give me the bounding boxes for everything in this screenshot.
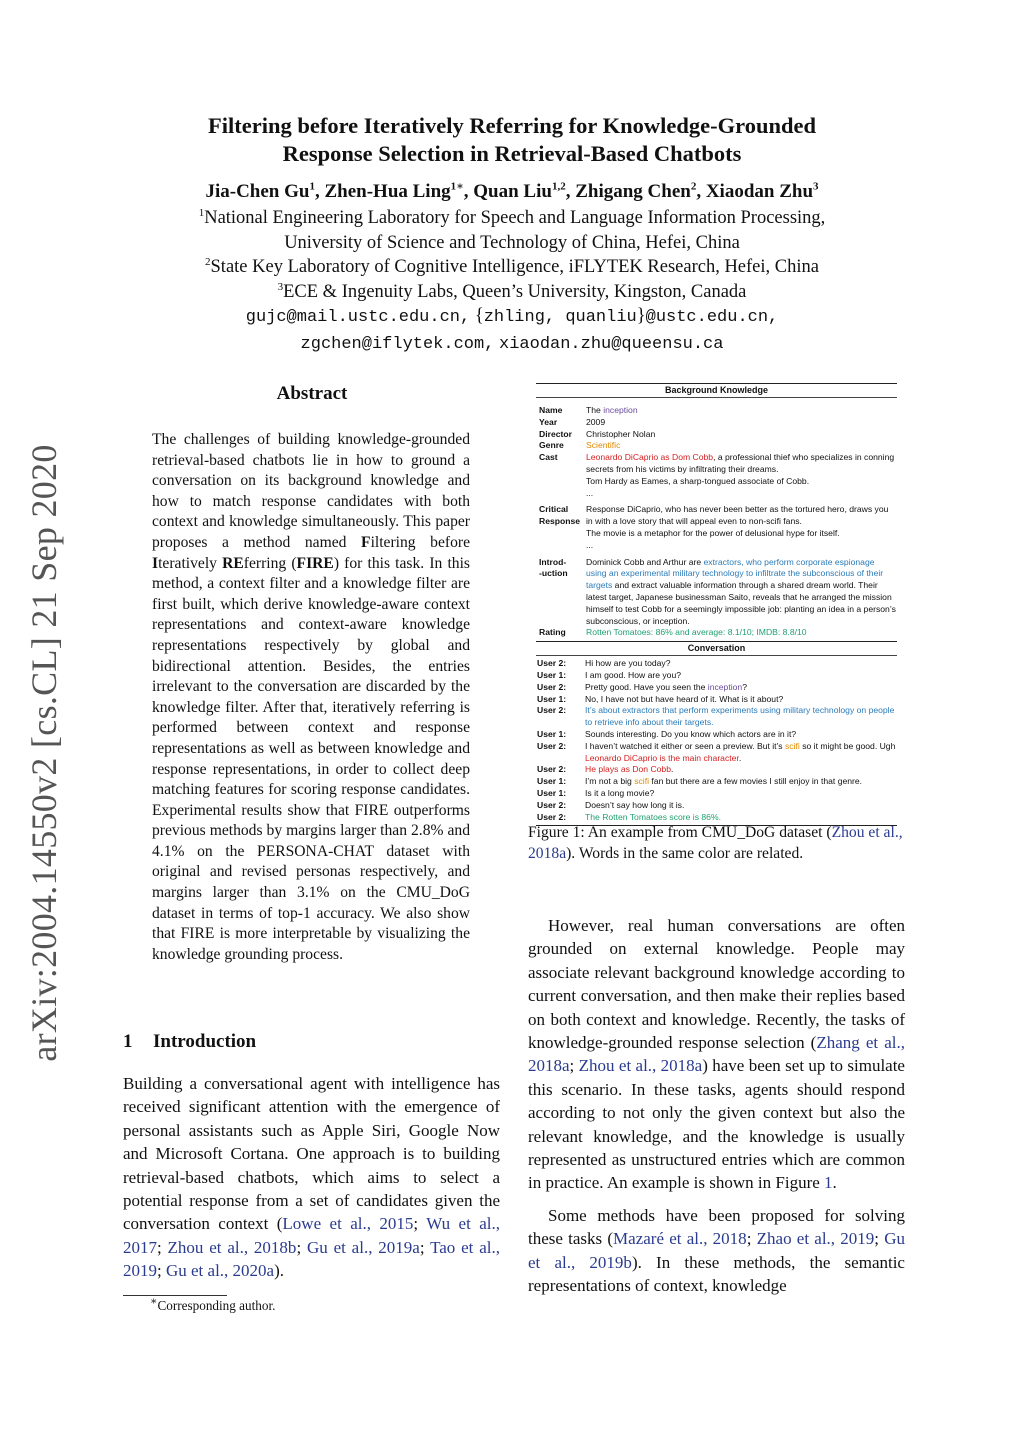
- speaker-label: User 1:: [537, 787, 567, 798]
- author-4: , Zhigang Chen: [565, 181, 691, 202]
- speaker-label: User 2:: [537, 740, 567, 751]
- paragraph-sep: ;: [746, 1229, 757, 1249]
- utterance: [585, 729, 897, 741]
- paragraph-text: Some methods have been proposed for solving these tasks (: [528, 1205, 905, 1249]
- utterance: [585, 670, 897, 682]
- knowledge-text: Christopher Nolan: [586, 428, 656, 439]
- author-1-affil: 1: [309, 180, 315, 193]
- intro-sep-5: ;: [157, 1261, 166, 1281]
- knowledge-label: Cast: [539, 452, 558, 463]
- affiliation-3-text: ECE & Ingenuity Labs, Queen’s University, Kingston, Canada: [283, 281, 747, 302]
- utterance-text: .: [738, 752, 742, 763]
- intro-text-1: Building a conversational agent with intelligence has received significant attention with the emergence of personal assistants such as Apple Siri, Google Now and Microsoft Cortana. One approach is to building retrieval-based chatbots, which aims to select a potential response from a set of candidates given the conversation context (: [123, 1074, 500, 1234]
- affiliation-1: [100, 206, 924, 231]
- utterance-highlight: inception: [707, 681, 743, 692]
- knowledge-label: Director: [539, 428, 572, 439]
- paragraph-text: ) have been set up to simulate this scenario. In these tasks, agents should respond according to not only the given context but also the relevant knowledge, and the knowledge is usually represented as unstructured entries which are common in practice. An example is shown in Figure: [528, 1056, 905, 1193]
- knowledge-row-year: [536, 417, 897, 429]
- paragraph-text: .: [832, 1173, 837, 1193]
- paragraph-sep: ;: [874, 1229, 885, 1249]
- affiliation-3: [100, 280, 924, 305]
- knowledge-text: Tom Hardy as Eames, a sharp-tongued associate of Cobb.: [586, 475, 810, 486]
- affiliations: [100, 206, 924, 357]
- utterance-text: No, I have not but have heard of it. What is it about?: [585, 693, 784, 704]
- affiliation-2-mark: 2: [205, 255, 211, 268]
- paper-title: [100, 112, 924, 168]
- author-2-affil: 1: [450, 180, 457, 193]
- conversation-turn: [536, 729, 897, 741]
- highlight-blue: extractors, who perform corporate espionage using an experimental military technology to infiltrate the subconscious of their targets: [586, 556, 884, 591]
- utterance-text: I haven’t watched it either or seen a preview. But it’s: [585, 740, 785, 751]
- highlight-red: Leonardo DiCaprio as Dom Cobb: [586, 452, 714, 463]
- footnote-mark: ∗: [150, 1295, 158, 1308]
- knowledge-text: Response DiCaprio, who has never been better as the tortured hero, draws you in with a love story that will appeal even to non-scifi fans.: [586, 504, 889, 527]
- knowledge-text: The movie is a metaphor for the power of delusional hype for itself.: [586, 527, 840, 538]
- utterance: [585, 658, 897, 670]
- knowledge-text: The: [586, 405, 604, 415]
- ellipsis: ...: [586, 539, 594, 550]
- speaker-label: User 2:: [537, 681, 567, 692]
- brace-close: }: [636, 306, 646, 326]
- utterance: [585, 682, 897, 694]
- affiliation-3-mark: 3: [277, 280, 284, 293]
- paragraph: [528, 914, 905, 1195]
- knowledge-text: , a professional thief who specializes in conning secrets from his victims by infiltrating their dreams.: [586, 452, 895, 474]
- section-number: 1: [123, 1031, 133, 1052]
- utterance-highlight: The Rotten Tomatoes score is 86%.: [585, 811, 721, 822]
- knowledge-row-critical: [536, 504, 897, 551]
- paragraph: [528, 1204, 905, 1298]
- conversation-turn: [536, 694, 897, 706]
- speaker-label: User 1:: [537, 669, 567, 680]
- caption-text-2: ). Words in the same color are related.: [566, 845, 804, 862]
- abstract-body: [152, 430, 470, 965]
- utterance-highlight: Leonardo DiCaprio is the main character: [585, 752, 739, 763]
- affiliation-1-text: National Engineering Laboratory for Speech and Language Information Processing,: [204, 208, 826, 228]
- speaker-label: User 1:: [537, 776, 567, 787]
- email-4: xiaodan.zhu@queensu.ca: [499, 334, 724, 354]
- conversation-turn: [536, 776, 897, 788]
- speaker-label: User 2:: [537, 764, 567, 775]
- intro-text-2: ).: [274, 1261, 285, 1281]
- conversation-turn: [536, 670, 897, 682]
- abstract-bold-1: F: [361, 533, 371, 551]
- knowledge-label: Name: [539, 405, 563, 415]
- author-3-affil: 1,2: [551, 180, 566, 193]
- knowledge-row-name: [536, 405, 897, 417]
- section-heading: [123, 1031, 256, 1053]
- intro-paragraph: [123, 1072, 500, 1283]
- abstract-bold-4: FIRE: [296, 554, 334, 572]
- utterance: [585, 800, 897, 812]
- highlight-green: Rotten Tomatoes: 86% and average: 8.1/10; IMDB: 8.8/10: [586, 627, 807, 638]
- knowledge-text: Dominick Cobb and Arthur are: [586, 556, 704, 567]
- utterance: [585, 764, 897, 776]
- utterance-text: Is it a long movie?: [585, 787, 655, 798]
- knowledge-label: Response: [539, 516, 581, 527]
- arxiv-stamp: [14, 444, 74, 1062]
- conversation-turn: [536, 705, 897, 729]
- conversation-turns: [536, 658, 897, 823]
- affiliation-2: [100, 255, 924, 280]
- utterance-text: Doesn’t say how long it is.: [585, 799, 685, 810]
- footnote-rule: [123, 1295, 227, 1296]
- utterance-text: I am good. How are you?: [585, 669, 682, 680]
- highlight-purple: inception: [603, 405, 638, 415]
- knowledge-row-rating: [536, 627, 897, 639]
- title-line-2: Response Selection in Retrieval-Based Chatbots: [282, 141, 742, 166]
- utterance: [585, 694, 897, 706]
- citation-link[interactable]: Zhou et al., 2018b: [167, 1237, 297, 1257]
- paragraph-sep: ;: [569, 1056, 579, 1076]
- right-column-body: [528, 914, 905, 1307]
- conversation-turn: [536, 682, 897, 694]
- email-line-2: [100, 331, 924, 358]
- knowledge-row-genre: [536, 440, 897, 452]
- citation-link[interactable]: Zhao et al., 2019: [756, 1229, 875, 1249]
- citation-link[interactable]: Tao et al., 2019: [123, 1237, 500, 1281]
- affiliation-2-text: State Key Laboratory of Cognitive Intelligence, iFLYTEK Research, Hefei, China: [210, 257, 819, 277]
- knowledge-label: Genre: [539, 440, 564, 451]
- utterance-text: I’m not a big: [585, 776, 635, 787]
- arxiv-id: arXiv:2004.14550v2 [cs.CL] 21 Sep 2020: [24, 444, 64, 1062]
- abstract-bold-2: I: [152, 554, 159, 572]
- paragraph-text: However, real human conversations are often grounded on external knowledge. People may associate relevant background knowledge according to current conversation, and then make their replies based on both context and knowledge. Recently, the tasks of knowledge-grounded response selection (: [528, 916, 905, 1053]
- utterance-text: Pretty good. Have you seen the: [585, 681, 708, 692]
- abstract-text-4: ferring (: [243, 554, 297, 572]
- utterance-highlight: He plays as Don Cobb: [585, 764, 671, 775]
- affiliation-1-cont: University of Science and Technology of China, Hefei, China: [284, 232, 740, 253]
- corresponding-mark: ∗: [456, 180, 464, 193]
- brace-open: {: [474, 306, 484, 326]
- abstract-heading: Abstract: [276, 383, 348, 404]
- utterance: [585, 788, 897, 800]
- utterance-highlight: scifi: [785, 740, 800, 751]
- caption-text-1: Figure 1: An example from CMU_DoG dataset (: [528, 824, 832, 841]
- speaker-label: User 2:: [537, 799, 567, 810]
- speaker-label: User 1:: [537, 728, 567, 739]
- conversation-turn: [536, 764, 897, 776]
- knowledge-row-cast: [536, 452, 897, 499]
- intro-sep-1: ;: [413, 1214, 427, 1234]
- conversation-title: Conversation: [687, 643, 746, 654]
- citation-link[interactable]: Gu et al., 2019b: [528, 1229, 905, 1272]
- speaker-label: User 1:: [537, 693, 567, 704]
- conversation-turn: [536, 788, 897, 800]
- background-knowledge-title: Background Knowledge: [664, 385, 768, 395]
- author-4-affil: 2: [690, 180, 697, 193]
- author-5: , Xiaodan Zhu: [696, 181, 814, 202]
- conversation-turn: [536, 741, 897, 765]
- email-3: zgchen@iflytek.com,: [300, 334, 495, 354]
- knowledge-text: 2009: [586, 416, 606, 427]
- utterance-highlight: scifi: [634, 776, 650, 787]
- citation-link[interactable]: Gu et al., 2019a: [306, 1237, 420, 1257]
- citation-link[interactable]: Mazaré et al., 2018: [613, 1229, 747, 1249]
- speaker-label: User 2:: [537, 658, 567, 669]
- intro-sep-3: ;: [296, 1237, 307, 1257]
- email-1: gujc@mail.ustc.edu.cn,: [245, 308, 471, 327]
- author-1: Jia-Chen Gu: [205, 181, 310, 202]
- knowledge-row-director: [536, 429, 897, 441]
- affiliation-1-mark: 1: [198, 206, 205, 219]
- utterance-text: ?: [742, 681, 747, 692]
- utterance-text: fan but there are a few movies I still enjoy in that genre.: [649, 776, 863, 787]
- knowledge-label: Critical: [539, 504, 569, 515]
- figure-ref-link[interactable]: 1: [824, 1173, 833, 1193]
- knowledge-text: and extract valuable information through a shared dream world. Their latest target, Japanese businessman Saito, reveals that he arranged the mission himself to test Cobb for a seemingly impossible job: planting an idea in a person’s subconscious, or inception.: [586, 580, 896, 626]
- ellipsis: ...: [586, 487, 594, 498]
- citation-link[interactable]: Gu et al., 2020a: [165, 1261, 275, 1281]
- figure-rule: [536, 655, 897, 656]
- highlight-orange: Scientific: [586, 440, 621, 451]
- email-2-users: zhling, quanliu: [483, 308, 637, 327]
- figure-1: [536, 383, 897, 826]
- section-title: Introduction: [153, 1031, 257, 1052]
- utterance-text: Sounds interesting. Do you know which actors are in it?: [585, 728, 797, 739]
- utterance-text: so it might be good. Ugh: [799, 740, 896, 751]
- paragraph-text: ). In these methods, the semantic representations of context, knowledge: [528, 1252, 905, 1296]
- citation-link[interactable]: Zhou et al., 2018a: [528, 824, 903, 862]
- abstract-text-3: teratively: [158, 554, 223, 572]
- utterance: [585, 776, 897, 788]
- author-5-affil: 3: [813, 180, 819, 193]
- utterance-highlight: It’s about extractors that perform experiments using military technology on people to retrieve info about their targets.: [585, 705, 895, 728]
- abstract-text-2: iltering before: [370, 533, 471, 551]
- citation-link[interactable]: Wu et al., 2017: [123, 1214, 501, 1257]
- conversation-turn: [536, 658, 897, 670]
- abstract-text-1: The challenges of building knowledge-grounded retrieval-based chatbots lie in how to ground a conversation on its background knowledge and how to match response candidates with both context and knowledge simultaneously. This paper proposes a method named: [152, 431, 470, 551]
- utterance-text: Hi how are you today?: [585, 658, 671, 669]
- utterance: [585, 705, 897, 729]
- intro-sep-4: ;: [419, 1237, 431, 1257]
- citation-link[interactable]: Zhang et al., 2018a: [528, 1033, 905, 1076]
- author-list: [100, 180, 924, 204]
- author-3: , Quan Liu: [463, 181, 552, 202]
- knowledge-label: -uction: [539, 568, 568, 579]
- email-line-1: [100, 304, 924, 331]
- speaker-label: User 2:: [537, 811, 567, 822]
- citation-link[interactable]: Zhou et al., 2018a: [578, 1056, 703, 1076]
- utterance: [585, 741, 897, 765]
- conversation-turn: [536, 800, 897, 812]
- email-2-domain: @ustc.edu.cn,: [645, 308, 779, 327]
- abstract-bold-3: RE: [222, 554, 244, 572]
- speaker-label: User 2:: [537, 705, 567, 716]
- abstract-text-5: ) for this task. In this method, a context filter and a knowledge filter are first built, which derive knowledge-aware context representations and context-aware knowledge representations respectively by global and bidirectional attention. Besides, the entries irrelevant to the conversation are discarded by the knowledge filter. After that, iteratively referring is performed between context and response representations as well as between knowledge and response representations, in order to collect deep matching features for scoring response candidates. Experimental results show that FIRE outperforms previous methods by margins larger than 2.8% and 4.1% on the PERSONA-CHAT dataset with original and revised personas respectively, and margins larger than 3.1% on the CMU_DoG dataset in terms of top-1 accuracy. We also show that FIRE is more interpretable by visualizing the knowledge grounding process.: [152, 554, 470, 963]
- knowledge-label: Introd-: [539, 556, 567, 567]
- knowledge-label: Rating: [539, 627, 566, 638]
- intro-sep-2: ;: [157, 1237, 168, 1257]
- knowledge-row-introduction: [536, 557, 897, 628]
- figure-caption: [528, 822, 905, 864]
- citation-link[interactable]: Lowe et al., 2015: [282, 1214, 414, 1234]
- footnote-text: Corresponding author.: [157, 1298, 276, 1313]
- footnote: [150, 1295, 276, 1314]
- title-line-1: Filtering before Iteratively Referring for Knowledge-Grounded: [207, 113, 816, 138]
- author-2: , Zhen-Hua Ling: [314, 181, 451, 202]
- knowledge-label: Year: [539, 416, 558, 427]
- utterance-text: .: [670, 764, 674, 775]
